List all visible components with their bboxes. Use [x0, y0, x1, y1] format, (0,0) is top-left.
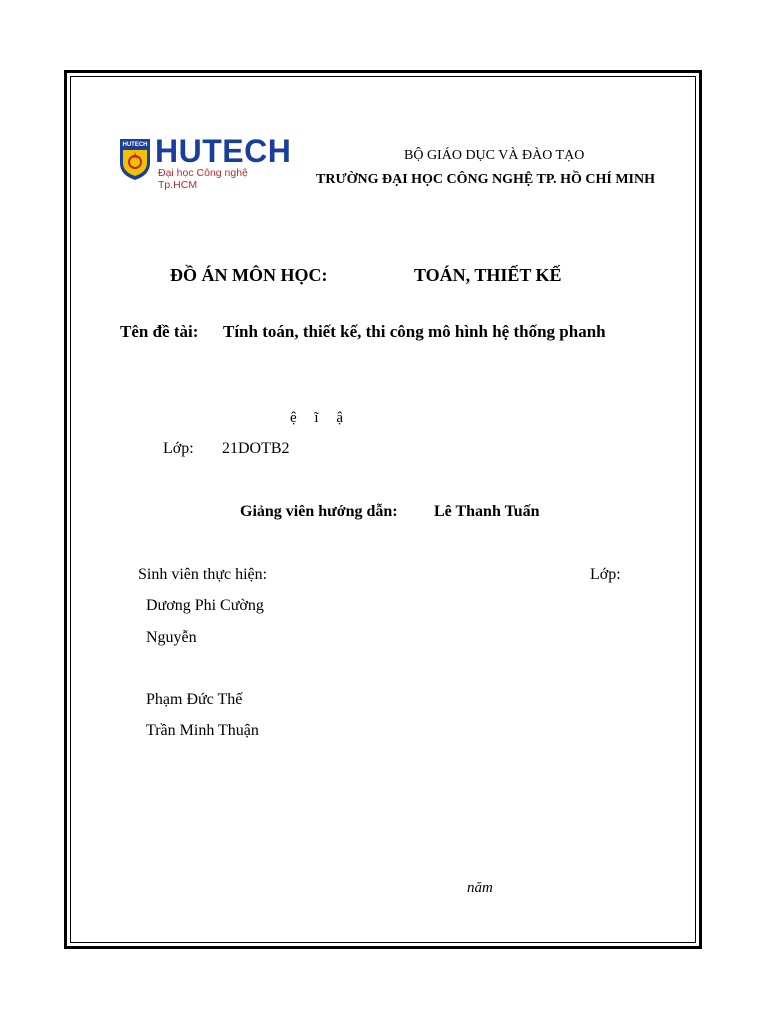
text-fragments: ệ ĩ ậ [290, 410, 343, 426]
project-subject: TOÁN, THIẾT KẾ [414, 265, 562, 285]
class-value: 21DOTB2 [222, 440, 290, 457]
project-label: ĐỒ ÁN MÔN HỌC: [170, 265, 328, 285]
advisor-name: Lê Thanh Tuấn [434, 503, 540, 520]
hutech-logo [118, 133, 292, 191]
student-name: Nguyễn [146, 629, 197, 646]
students-class-label: Lớp: [590, 566, 621, 583]
student-name: Dương Phi Cường [146, 597, 264, 614]
topic-value: Tính toán, thiết kế, thi công mô hình hệ thống phanh [223, 322, 606, 341]
class-label: Lớp: [163, 440, 194, 457]
year-label: năm [467, 880, 493, 896]
shield-icon [118, 137, 152, 181]
student-name: Trần Minh Thuận [146, 722, 259, 739]
student-name: Phạm Đức Thế [146, 691, 243, 708]
logo-subtitle: Đại học Công nghệ Tp.HCM [158, 167, 248, 191]
svg-text:HUTECH: HUTECH [122, 142, 148, 148]
logo-wordmark: HUTECH [155, 133, 292, 169]
topic-label: Tên đề tài: [120, 322, 199, 341]
students-label: Sinh viên thực hiện: [138, 566, 268, 583]
ministry-name: BỘ GIÁO DỤC VÀ ĐÀO TẠO [404, 148, 585, 163]
advisor-label: Giảng viên hướng dẫn: [240, 503, 398, 520]
university-name: TRƯỜNG ĐẠI HỌC CÔNG NGHỆ TP. HỒ CHÍ MINH [316, 172, 656, 187]
